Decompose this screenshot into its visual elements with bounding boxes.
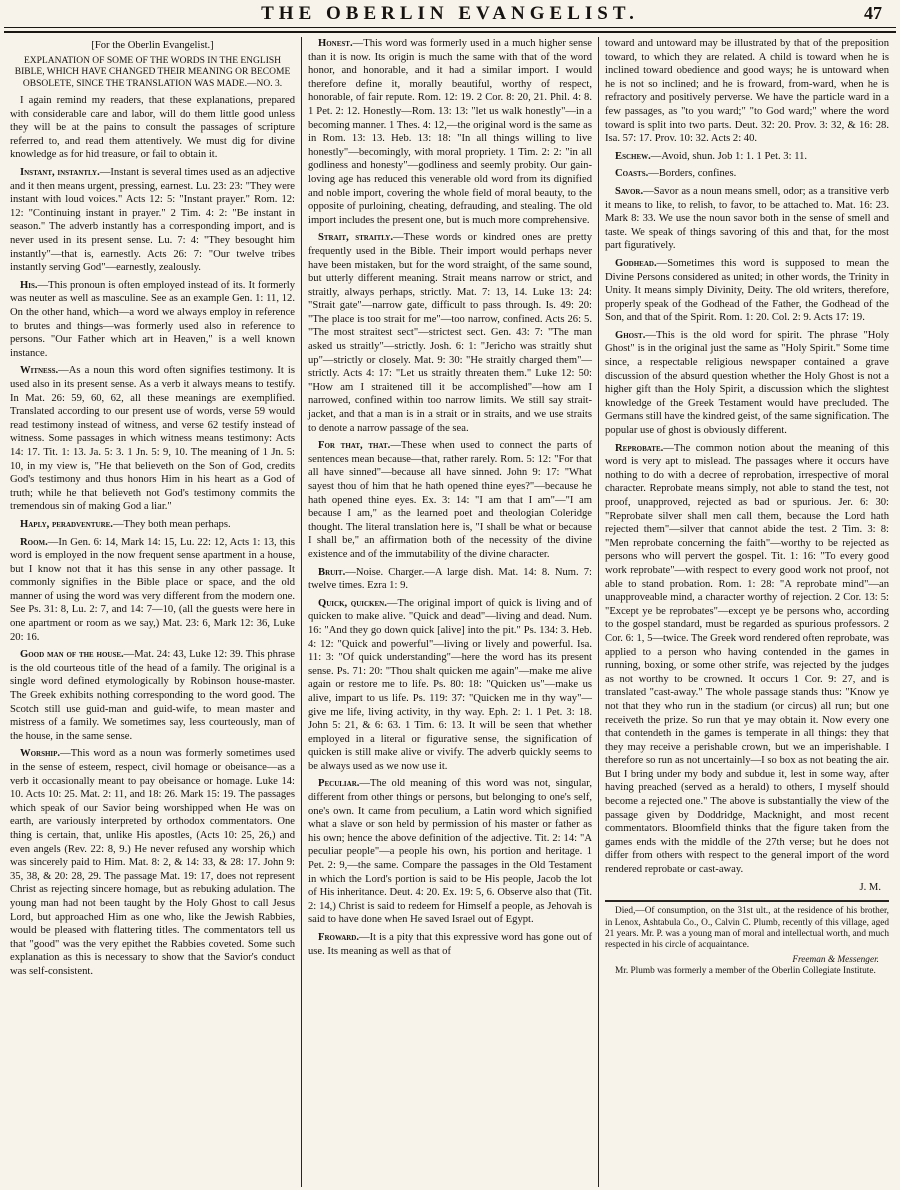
word-entry: [605, 150, 889, 164]
word-entry-text: —In Gen. 6: 14, Mark 14: 15, Lu. 22: 12, Acts 1: 13, this word is employed in the now frequent sense apartment in a house, but I know not that it has this sense in any other passage. It commonly signifies in the Bible place or space, and the old manner of using the word was very different from the modern one. See Ps. 31: 8, Lu. 2: 7, and 14: 7—10, (all the guests were here in one apartment or room as we say,) Mat. 23: 6, Mark 12: 36, Luke 20: 16.: [10, 536, 295, 643]
word-entry-text: —Sometimes this word is supposed to mean the Divine Persons considered as united; in other words, the Trinity in Unity. It means simply Divinity, Deity. The old writers, therefore, properly speak of the Godhead of the Father, the Godhead of the Son, and that of the Spirit. Rom. 1: 20. Col. 2: 9. Acts 17: 19.: [605, 257, 889, 324]
article-signature: J. M.: [859, 881, 881, 893]
word-entry-heading: Froward.: [318, 932, 360, 943]
masthead: [4, 0, 896, 33]
word-entry-text: —This word as a noun was formerly sometimes used in the sense of esteem, respect, civil homage or obeisance—as a verb it occasionally meant to pay obeisance or homage. Luke 14: 10. Acts 10: 25. Mat. 2: 11, and 18: 26. Mark 15: 19. The passages which speak of our Savior being worshipped when He was on earth, are variously interpreted by orthodox commentators. One thing is certain, that, unlike His apostles, (Acts 10: 25, 26,) and even angels (Rev. 22: 8, 9.) He never refused any worship which was sincerely paid to Him. Mat. 8: 2, & 14: 33, & 28: 17. John 9: 35, 38, & 20: 28, 29. The passage Mat. 19: 17, does not represent Christ as rejecting sincere homage, but as rebuking adulation. The young man had not been taught by the Holy Ghost to call Jesus Lord, but approached Him as one who, like the Jewish Rabbies, would be pleased with flattering titles. The commentators tell us that "good" was the very epithet the Rabbies coveted. Some such explanation as this is necessary to show that the Savior's conduct was self-consistent.: [10, 748, 295, 977]
word-entry-heading: Good man of the house.: [20, 649, 124, 661]
word-entry-heading: Worship.: [20, 748, 61, 760]
word-entry: [605, 329, 889, 438]
article-columns: [4, 37, 896, 1187]
word-entry-heading: Witness.: [20, 365, 59, 377]
word-entry-text: —These when used to connect the parts of sentences mean because—that, rather rarely. Rom. 5: 12: "For that all have sinned"—because all have sinned. John 9: 17: "What sayest thou of him that he hath opened thine eyes?"—because he hath opened thine eyes. Ex. 3: 14: "I am that I am"—"I am because I am," as the learned poet and theologian Coleridge thought. The literal translation here is, "I shall be what or because I shall be," an affirmation both of the necessity of the divine existence and of the immutability of the divine character.: [308, 440, 592, 560]
word-entry-text: —The original import of quick is living and of quicken to make alive. "Quick and dead"—living and dead. Num. 16: "And they go down quick [alive] into the pit." Ps. 134: 3. Heb. 4: 12: "Quick and powerful"—living or lively and powerful. Isa. 11: 3: "Of quick understanding"—here the word has its present sense. Ps. 71: 20: "Thou shalt quicken me again"—make me alive again or restore me to life. Ps. 80: 18: "Quicken us"—make us alive, impart to us life. Ps. 119: 37: "Quicken me in thy way"—give me life, living activity, in thy way. Eph. 2: 1. 1 Pet. 3: 18. John 5: 21, & 6: 63. 1 Tim. 6: 13. It will be seen that whether employed in a literal or figurative sense, the signification of quicken is still make alive or vivify. The adverb quickly seems to be always used as we now use it.: [308, 597, 592, 772]
word-entry-text: —As a noun this word often signifies testimony. It is used also in its present sense. As a verb it always means to testify. In Mat. 26: 59, 60, 62, all these meanings are exemplified. Translated according to our present use of words, verse 59 would read testimony instead of witness, and verse 62 testify instead of witness. Some passages in which witness means testimony: Acts 14: 17. Tit. 1: 13. Ja. 5: 3. 1 Jn. 5: 9, 10. The meaning of 1 Jn. 5: 10, in my view is, "He that believeth on the Son of God, credits God's testimony and thus honors Him in his heart as a God of truth; while he that believeth not God's testimony commits the tremendous sin of making God a liar.": [10, 365, 295, 513]
word-entry-heading: Eschew.: [615, 150, 651, 162]
word-entry: [10, 536, 295, 645]
word-entry-heading: Ghost.: [615, 329, 646, 341]
word-entry: [308, 231, 592, 435]
page-number: 47: [864, 3, 882, 23]
column-1: [4, 37, 301, 1187]
word-entry-heading: Quick, quicken.: [318, 597, 387, 609]
word-entry-heading: Coasts.: [615, 168, 649, 180]
word-entry: [10, 648, 295, 743]
word-entry: [308, 566, 592, 593]
word-entry: [308, 597, 592, 774]
column-1-entries: [10, 166, 295, 978]
word-entry: [10, 166, 295, 275]
word-entry-text: —Borders, confines.: [648, 168, 737, 180]
word-entry-heading: Honest.: [318, 38, 353, 49]
death-notice-text: Died,—Of consumption, on the 31st ult., at the residence of his brother, in Lenox, Ashtabula Co., O., Calvin C. Plumb, recently of this village, aged 21 years. Mr. P. was a young man of moral and intellectual worth, and much respected in his circle of acquaintance.: [605, 906, 889, 951]
word-entry-text: —This word was formerly used in a much higher sense than it is now. Its origin is much the same with that of the word honor, and honorable, and it had a similar import. I would therefore define it, morally beautiful, worthy of respect, honorable, of fair repute. Rom. 12: 19. 2 Cor. 8: 20, 21. Phil. 4: 8. 1 Pet. 2: 12. Honestly—Rom. 13: 13: "let us walk honestly"—in a becoming manner. 1 Thes. 4: 12,—the original word is the same as in Rom. 13: 13. Heb. 13: 18: "In all things willing to live honestly"—becomingly, with moral propriety. 1 Tim. 2: 2: "in all godliness and honesty"—godliness and seemly probity. Our gain-loving age has reduced this venerable old word from its dignified and noble import, covering the whole field of moral beauty, to the opposite of purloining, cheating, defrauding, and stealing. The old import includes the present one, but is much more comprehensive.: [308, 38, 592, 226]
word-entry: [605, 167, 889, 181]
column-3: [598, 37, 895, 1187]
word-entry-text: —The old meaning of this word was not, singular, different from other things or persons, but belonging to one's self, one's own. It came from peculium, a Latin word which signified what a slave or son held by permission of his master or father as his own; hence the above definition of the adjective. Tit. 2: 14: "A peculiar people"—a people his own, his portion and heritage. 1 Pet. 2: 9,—the same. Compare the passages in the Old Testament in which the Lord's portion is said to be His people, Jacob the lot of His inheritance. Deut. 4: 20. Ex. 19: 5, 6. Observe also that (Tit. 2: 14,) Christ is said to redeem for Himself a people, as Jehovah is said to have done when He saved Israel out of Egypt.: [308, 778, 592, 926]
word-entry-text: —It is a pity that this expressive word has gone out of use. Its meaning as well as that of: [308, 932, 592, 957]
word-entry-heading: His.: [20, 279, 38, 291]
word-entry: [10, 747, 295, 978]
word-entry-text: —Instant is several times used as an adjective and it then means urgent, pressing, earnest. Lu. 23: 23: "They were instant with loud voices." Acts 12: 5: "Instant prayer." Rom. 12: 12: "Continuing instant in prayer." 2 Tim. 4: 2: "Be instant in season." The adverb instantly has a corresponding import, and is never used in its present sense. Lu. 7: 4: "They besought him instantly"—that is, earnestly. Acts 26: 7: "Our twelve tribes instantly serving God"—earnestly, zealously.: [10, 167, 295, 274]
word-entry-text: —They both mean perhaps.: [112, 518, 231, 530]
word-entry-heading: Reprobate.: [615, 442, 664, 454]
death-notice-source: Freeman & Messenger.: [792, 954, 879, 965]
word-entry-heading: Haply, peradventure.: [20, 518, 113, 530]
word-entry: [308, 439, 592, 561]
word-entry: [605, 185, 889, 253]
column-3-entries: [605, 37, 889, 877]
word-entry-heading: Savor.: [615, 185, 644, 197]
word-entry: [605, 257, 889, 325]
word-entry-heading: Instant, instantly.: [20, 167, 100, 179]
column-2-entries: [308, 37, 592, 958]
article-title: EXPLANATION OF SOME OF THE WORDS IN THE ENGLISH BIBLE, WHICH HAVE CHANGED THEIR MEANING OR BECOME OBSOLETE, SINCE THE TRANSLATION WAS MADE.—NO. 3.: [14, 55, 291, 89]
word-entry-heading: Strait, straitly.: [318, 232, 394, 244]
death-notice: [605, 900, 889, 977]
masthead-title: THE OBERLIN EVANGELIST.: [261, 3, 639, 24]
death-notice-note: Mr. Plumb was formerly a member of the Oberlin Collegiate Institute.: [615, 966, 876, 977]
word-entry: [308, 931, 592, 958]
word-entry: [605, 442, 889, 877]
word-entry: [308, 777, 592, 927]
word-entry-text: —Savor as a noun means smell, odor; as a transitive verb it means to like, to relish, to favor, to be attached to. Mat. 16: 23. Mark 8: 33. We use the noun savor both in the sense of smell and taste. We speak of things savoring of this and that, for the most part figuratively.: [605, 185, 889, 252]
word-entry-text: —This is the old word for spirit. The phrase "Holy Ghost" is in the original just the same as "Holy Spirit." Some time since, a respectable religious newspaper contained a grave discussion of the absurd question whether the Holy Ghost is not a higher gift than the Holy Spirit, a discussion which the slightest knowledge of the Greek Testament would have precluded. The Germans still have the kindred geist, of the same signification. The popular use of ghost is obviously different.: [605, 329, 889, 437]
word-entry-text: —The common notion about the meaning of this word is very apt to mislead. The passages where it occurs have nothing to do with a decree of reprobation, irrespective of moral character. Reprobate means simply, not able to stand the test, not proof, unapproved, rejected as bad or spurious. Jer. 6: 30: "Reprobate silver shall men call them, because the Lord hath rejected them"—silver that cannot abide the test. 2 Tim. 3: 8: "Men reprobate concerning the faith"—worthy to be rejected as persons who will pervert the gospel. Tit. 1: 16: "To every good work reprobate"—with respect to every good work not proof, not able to stand probation. Rom. 1: 28: "A reprobate mind"—an unapproveable mind, a character worthy of rejection. 2 Cor. 13: 5: "Except ye be reprobates"—except ye be persons who, according to the gospel standard, must be regarded as spurious professors. 2 Cor. 6: 1, 5—twice. The Greek word rendered often reprobate, was applied to a person who having contended in the games in running, boxing, or some other strife, was rejected by the judges as not worthy to be crowned. It occurs 1 Cor. 9: 27, and is translated "cast-away." The whole passage stands thus: "Know ye not that they who run in the stadium (or circus) all run; but one receiveth the prize. So run that ye may obtain it. Now every one that contendeth in the games is temperate in all things: they that they may receive a perishable crown, but we an imperishable. I therefore so run as not uncertainly—I so box as not beating the air. But I bring under my body and subdue it, lest in some way, after having preached (served as a herald) to others, I myself should become a rejected one." The above is substantially the view of the passage given by Doddridge, Macknight, and most recent commentators. Bloomfield thinks that the figure taken from the games ends with the middle of the 27th verse; but he does not differ from others with respect to the general import of the word rendered reprobate or cast-away.: [605, 442, 889, 876]
word-entry-heading: Room.: [20, 536, 48, 548]
article-attribution: [For the Oberlin Evangelist.]: [91, 40, 214, 51]
article-intro: I again remind my readers, that these explanations, prepared with considerable care and labor, will do them little good unless they will be at the pains to consult the passages of scripture referred to, and read them attentively. We must dig for divine knowledge as for hid treasure, or fail to obtain it.: [10, 95, 295, 161]
word-entry-text: —Mat. 24: 43, Luke 12: 39. This phrase is the old courteous title of the head of a family. The original is a single word defined etymologically by Robinson house-master. The Greek exhibits nothing corresponding to the word good. The Scotch still use guid-man and guid-wife, to mean master and mistress of a family. We sometimes say, less courteously, man of the house, in the same sense.: [10, 649, 295, 742]
word-entry-text: toward and untoward may be illustrated by that of the preposition toward, to which they are related. A child is toward when he is inclined toward obedience and good ways; he is untoward when he is not so inclined; and he is froward, from-ward, when he is refractory and positively perverse. We have the particle ward in a few passages, as "to you ward;" "to God ward;" where the word toward is split into two parts. Deut. 32: 20. Prov. 3: 32, & 16: 28. Isa. 57: 17. Prov. 10: 32. Acts 2: 40.: [605, 38, 889, 145]
word-entry-heading: Peculiar.: [318, 778, 360, 790]
word-entry: [10, 279, 295, 361]
word-entry-text: —This pronoun is often employed instead of its. It formerly was neuter as well as masculine. See as an example Gen. 1: 11, 12. On the other hand, which—a word we always employ in reference to brutes and things—was formerly used also in reference to persons. "Our Father which art in Heaven," is a well known instance.: [10, 279, 295, 359]
word-entry-text: —Avoid, shun. Job 1: 1. 1 Pet. 3: 11.: [650, 150, 808, 162]
word-entry-text: —Noise. Charger.—A large dish. Mat. 14: 8. Num. 7: twelve times. Ezra 1: 9.: [308, 566, 592, 592]
word-entry: [605, 37, 889, 146]
word-entry-heading: Bruit.: [318, 566, 346, 578]
word-entry-text: —These words or kindred ones are pretty frequently used in the Bible. Their import would perhaps never have been mistaken, but for the word straight, of the same sound, but utterly different meaning. Strait means narrow or strict, and straitly, always perhaps, strictly. Mat. 7: 13, 14. Luke 13: 24: "Strait gate"—narrow gate, difficult to pass through. Is. 49: 20: "The place is too strait for me"—too narrow, confined. Acts 26: 5. "The most straitest sect"—strictest sect. Gen. 43: 7: "The man asked us straitly"—strictly. Josh. 6: 1: "Jericho was straitly shut up"—strictly or closely. Mat. 9: 30: "He straitly charged them"—strictly. Acts 4: 17: "Let us straitly threaten them." Luke 12: 50: "How am I straitened till it be accomplished"—how am I narrowed, confined within too narrow limits. We still say strait-jacket, and that a man is in a strait or in straits, and we use straits to denote a narrow passage of the sea.: [308, 232, 592, 434]
masthead-rule: [4, 27, 896, 28]
word-entry: [10, 518, 295, 532]
word-entry-heading: For that, that.: [318, 440, 391, 452]
word-entry: [10, 364, 295, 514]
word-entry-heading: Godhead.: [615, 257, 657, 269]
word-entry: [308, 37, 592, 227]
column-2: [301, 37, 598, 1187]
